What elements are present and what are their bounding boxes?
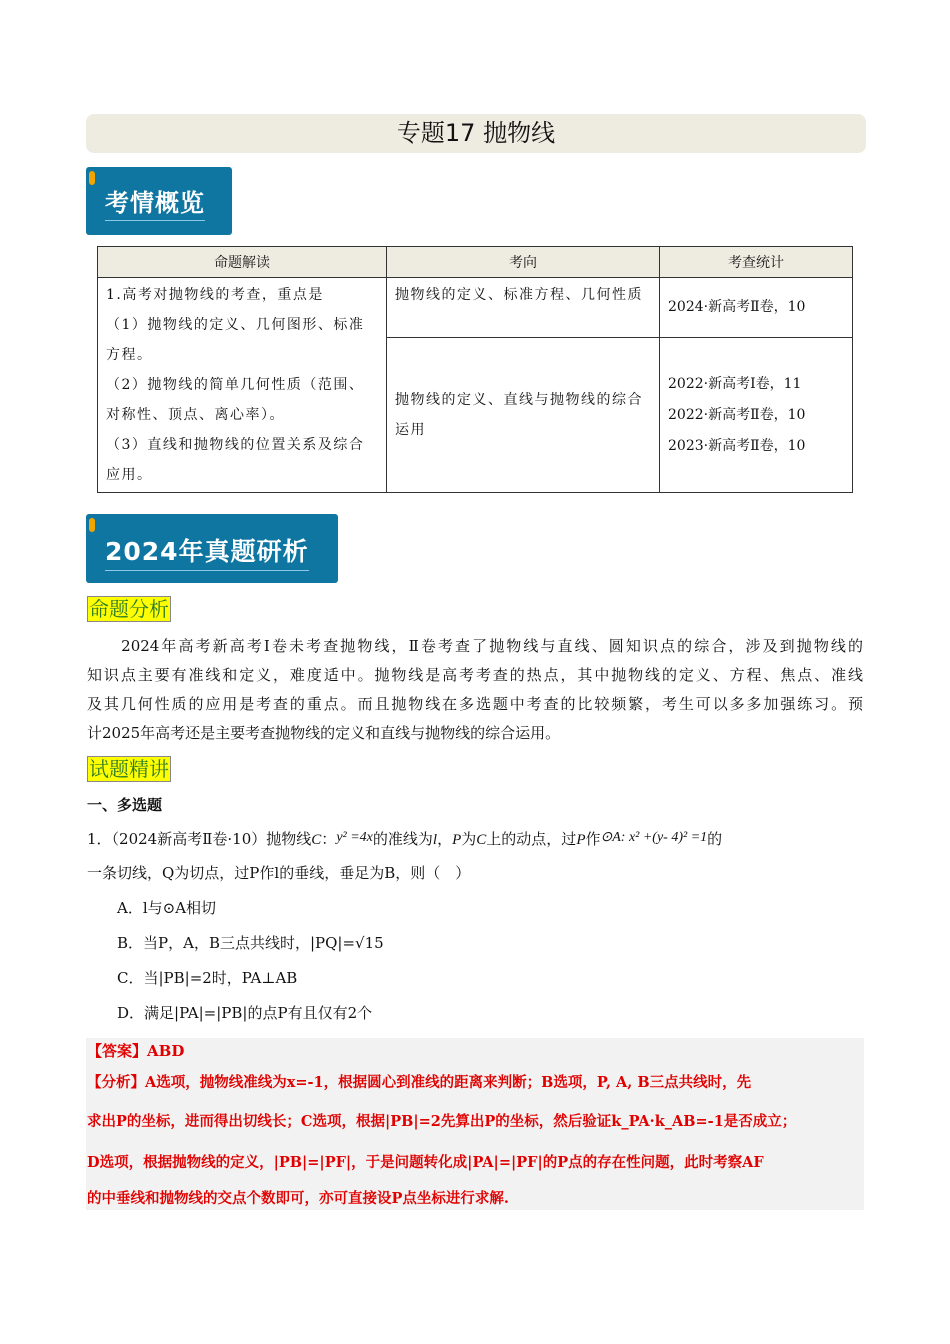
math-var: C [476, 832, 487, 848]
analysis-line: 求出P的坐标，进而得出切线长；C选项，根据|PB|=2先算出P的坐标，然后验证k_PA·k_AB=-1是否成立； [87, 1113, 797, 1130]
interpretation-line: 1.高考对抛物线的考查，重点是 [106, 287, 324, 303]
stat-item: 2024·新高考Ⅱ卷，10 [668, 299, 806, 316]
question-1 [87, 824, 863, 1034]
stem-text: 1．（2024新高考Ⅱ卷·10）抛物线 [87, 830, 312, 848]
math-var: P [452, 832, 462, 848]
section-banner-overview [86, 167, 232, 235]
answer-block [86, 1038, 864, 1210]
math-var: P [576, 832, 586, 848]
tag-analysis: 命题分析 [89, 597, 169, 621]
option-d: D．满足|PA|=|PB|的点P有且仅有2个 [117, 1004, 373, 1022]
banner-marker [89, 171, 95, 185]
stem-text: 作 [585, 830, 601, 848]
paragraph-line: 及其几何性质的应用是考查的重点。而且抛物线在多选题中考查的比较频繁，考生可以多多加强练习。预 [87, 695, 863, 713]
stat-item: 2022·新高考Ⅰ卷，11 [668, 375, 802, 392]
option-c: C．当|PB|=2时，PA⊥AB [117, 969, 298, 987]
exam-overview-table [97, 246, 853, 493]
analysis-paragraph [87, 632, 863, 748]
interpretation-cell [98, 278, 387, 493]
analysis-line: 的中垂线和抛物线的交点个数即可，亦可直接设P点坐标进行求解. [87, 1190, 509, 1207]
interpretation-line: （1）抛物线的定义、几何图形、标准方程。 [106, 317, 365, 363]
direction-cell: 抛物线的定义、标准方程、几何性质 [387, 278, 660, 338]
analysis-line: 【分析】A选项，抛物线准线为x=-1，根据圆心到准线的距离来判断；B选项，P, A, B三点共线时，先 [87, 1074, 752, 1091]
option-a: A．l与⊙A相切 [117, 899, 217, 917]
stem-text: 为 [461, 830, 477, 848]
stats-cell [660, 338, 853, 493]
stats-cell [660, 278, 853, 338]
column-header: 命题解读 [98, 247, 387, 278]
question-stem-line: 一条切线，Q为切点，过P作l的垂线，垂足为B，则（ ） [87, 864, 471, 882]
analysis-line: D选项，根据抛物线的定义，|PB|=|PF|，于是问题转化成|PA|=|PF|的P点的存在性问题，此时考察AF [87, 1154, 764, 1171]
interpretation-line: （2）抛物线的简单几何性质（范围、对称性、顶点、离心率）。 [106, 377, 365, 423]
column-header: 考查统计 [660, 247, 853, 278]
math-var: C [311, 832, 322, 848]
section-banner-2024 [86, 514, 338, 583]
math-var: l [432, 832, 438, 848]
question-stem-line [87, 824, 863, 859]
column-header: 考向 [387, 247, 660, 278]
stem-text: 的 [707, 830, 723, 848]
page-title: 专题17 抛物线 [86, 114, 866, 153]
interpretation-line: （3）直线和抛物线的位置关系及综合应用。 [106, 437, 365, 483]
banner-title: 考情概览 [105, 183, 205, 221]
stat-item: 2022·新高考Ⅱ卷，10 [668, 406, 806, 423]
paragraph-line: 2024年高考新高考Ⅰ卷未考查抛物线，Ⅱ卷考查了抛物线与直线、圆知识点的综合，涉及到抛物线的 [87, 637, 863, 655]
stem-text: ， [437, 830, 453, 848]
circle-equation: ⊙A: x² +(y- 4)² =1 [600, 830, 708, 845]
stem-text: 的准线为 [372, 830, 433, 848]
banner-title: 2024年真题研析 [105, 532, 309, 571]
banner-marker [89, 518, 95, 532]
paragraph-line: 计2025年高考还是主要考查抛物线的定义和直线与抛物线的综合运用。 [87, 724, 561, 742]
parabola-equation: y² =4x [336, 830, 373, 845]
paragraph-line: 知识点主要有准线和定义，难度适中。抛物线是高考考查的热点，其中抛物线的定义、方程、焦点、准线 [87, 666, 863, 684]
section-heading: 一、多选题 [87, 796, 163, 814]
answer-label: 【答案】ABD [87, 1042, 185, 1060]
stem-text: ： [321, 830, 337, 848]
tag-lecture: 试题精讲 [89, 757, 169, 781]
table-row [98, 278, 853, 338]
direction-cell: 抛物线的定义、直线与抛物线的综合运用 [387, 338, 660, 493]
table-header-row [98, 247, 853, 278]
stem-text: 上的动点，过 [486, 830, 577, 848]
option-b: B．当P，A，B三点共线时，|PQ|=√15 [117, 934, 384, 952]
stat-item: 2023·新高考Ⅱ卷，10 [668, 437, 806, 454]
